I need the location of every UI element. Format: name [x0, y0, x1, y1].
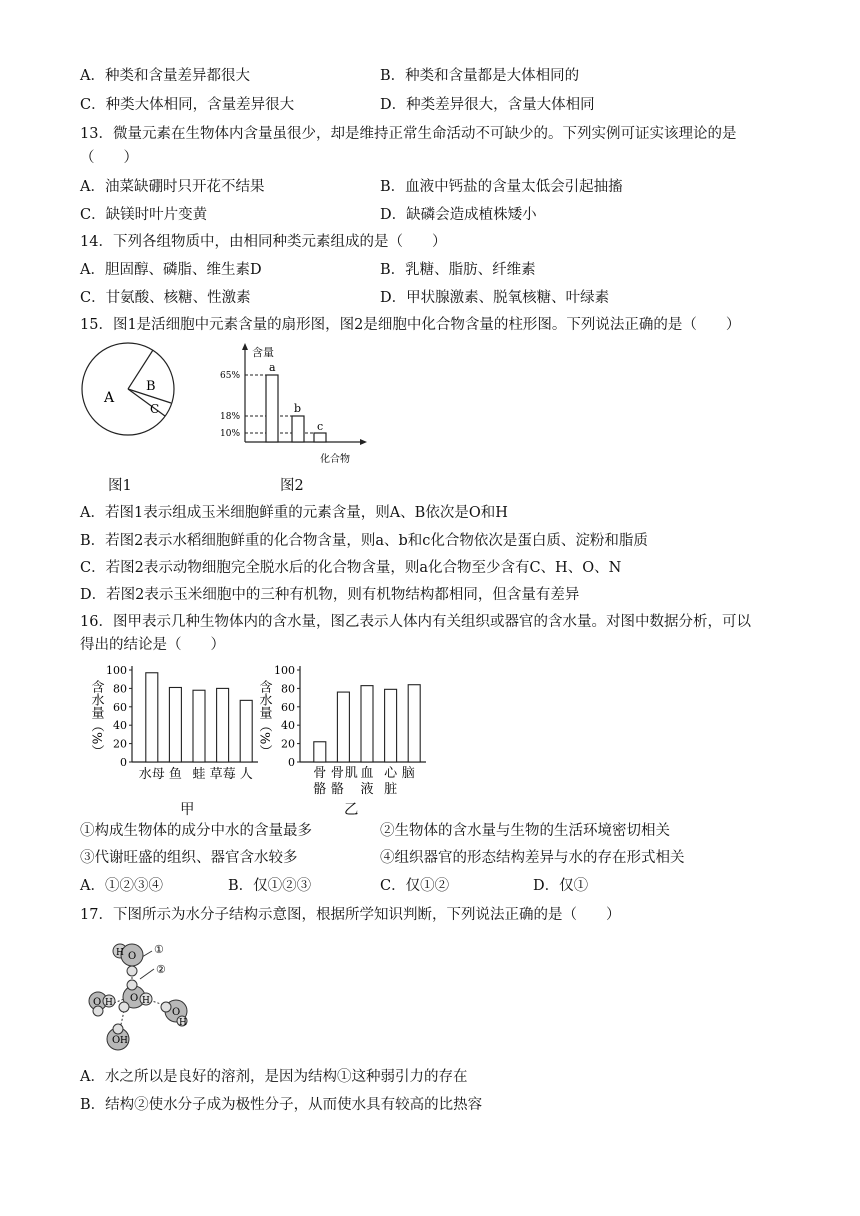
fig2-bar-label-b: b [294, 402, 302, 415]
q13-option-a[interactable]: A．油菜缺硼时只开花不结果 [80, 179, 265, 195]
atom-o: O [93, 997, 102, 1008]
q15-fig2-caption: 图2 [280, 478, 304, 494]
q17-water-molecule-diagram [84, 933, 214, 1055]
bar-4 [408, 685, 420, 762]
q13-option-d[interactable]: D．缺磷会造成植株矮小 [380, 207, 537, 223]
y-tick-label: 60 [281, 700, 295, 714]
q15-fig1-pie [80, 340, 180, 440]
fig2-bar-label-c: c [317, 420, 324, 433]
pie-label-b: B [146, 379, 156, 394]
q12-option-a[interactable]: A．种类和含量差异都很大 [80, 68, 250, 84]
q17-mark-2: ② [156, 963, 166, 976]
bar-0 [146, 673, 158, 762]
fig2-xlabel: 化合物 [320, 454, 350, 465]
q16-statement-4: ④组织器官的形态结构差异与水的存在形式相关 [380, 850, 685, 866]
category-label: 液 [360, 782, 374, 797]
y-tick-label: 40 [281, 719, 295, 733]
y-axis-label: 含水量（%） [256, 680, 272, 758]
q16-option-a[interactable]: A．①②③④ [80, 878, 163, 894]
fig2-bar-a [266, 375, 278, 442]
q16-chart-yi [254, 660, 434, 800]
atom-h: H [120, 1036, 128, 1046]
q15-fig1-caption: 图1 [108, 478, 132, 494]
q14-option-b[interactable]: B．乳糖、脂肪、纤维素 [380, 262, 536, 278]
fig2-bar-label-a: a [269, 361, 276, 374]
q16-option-d[interactable]: D．仅① [533, 878, 589, 894]
q16-statement-2: ②生物体的含水量与生物的生活环境密切相关 [380, 823, 670, 839]
y-tick-label: 60 [113, 700, 127, 714]
atom-o: O [128, 951, 137, 962]
atom-o: O [130, 993, 139, 1004]
q16-stem-line2: 得出的结论是（ ） [80, 637, 225, 653]
q13-stem: 13．微量元素在生物体内含量虽很少，却是维持正常生命活动不可缺少的。下列实例可证实该理论的是 [80, 126, 737, 142]
q15-option-a[interactable]: A．若图1表示组成玉米细胞鲜重的元素含量，则A、B依次是O和H [80, 505, 508, 521]
atom-h: H [142, 996, 150, 1006]
y-tick-label: 0 [120, 756, 127, 769]
q12-option-c[interactable]: C．种类大体相同，含量差异很大 [80, 97, 295, 113]
bar-0 [314, 742, 326, 762]
q14-option-a[interactable]: A．胆固醇、磷脂、维生素D [80, 262, 262, 278]
q16-statement-3: ③代谢旺盛的组织、器官含水较多 [80, 850, 298, 866]
chart-yi-title: 乙 [344, 802, 359, 818]
y-tick-label: 100 [106, 664, 127, 677]
category-label: 水母 [138, 767, 165, 782]
atom-h: H [105, 998, 113, 1008]
q13-answer-bracket: （ ） [80, 150, 138, 166]
q15-fig2-bar-chart [212, 340, 372, 468]
category-label: 肌 [344, 766, 358, 781]
category-label: 骨 [313, 766, 327, 781]
atom-h: H [179, 1018, 187, 1028]
category-label: 鱼 [168, 767, 182, 782]
q15-option-c[interactable]: C．若图2表示动物细胞完全脱水后的化合物含量，则a化合物至少含有C、H、O、N [80, 560, 622, 576]
bar-2 [361, 686, 373, 762]
y-tick-label: 80 [113, 682, 127, 696]
q17-stem: 17．下图所示为水分子结构示意图，根据所学知识判断，下列说法正确的是（ ） [80, 907, 621, 923]
fig2-bar-c [314, 433, 326, 442]
category-label: 骨 [330, 766, 344, 781]
q16-option-b[interactable]: B．仅①②③ [228, 878, 312, 894]
category-label: 人 [239, 767, 253, 782]
pie-label-a: A [104, 390, 115, 406]
fig2-bar-b [292, 416, 304, 442]
y-tick-label: 100 [274, 664, 295, 677]
q13-option-c[interactable]: C．缺镁时叶片变黄 [80, 207, 208, 223]
y-axis-label: 含水量（%） [88, 680, 104, 758]
bar-1 [169, 687, 181, 762]
category-label: 血 [360, 766, 374, 781]
y-tick-label: 0 [288, 756, 295, 769]
category-label: 草莓 [209, 767, 236, 782]
q13-option-b[interactable]: B．血液中钙盐的含量太低会引起抽搐 [380, 179, 623, 195]
category-label: 脑 [401, 766, 415, 781]
y-tick-label: 80 [281, 682, 295, 696]
pie-label-c: C [150, 402, 160, 416]
category-label: 骼 [330, 782, 344, 797]
q16-chart-jia [86, 660, 266, 800]
q12-option-b[interactable]: B．种类和含量都是大体相同的 [380, 68, 580, 84]
y-tick-label: 20 [113, 737, 127, 751]
bar-2 [193, 690, 205, 762]
fig2-ylabel: 含量 [252, 346, 274, 359]
q16-stem-line1: 16．图甲表示几种生物体内的含水量，图乙表示人体内有关组织或器官的含水量。对图中数据分析，可以 [80, 614, 751, 630]
category-label: 心 [384, 766, 398, 781]
q17-mark-1: ① [154, 943, 164, 956]
q16-statement-1: ①构成生物体的成分中水的含量最多 [80, 823, 312, 839]
q14-stem: 14．下列各组物质中，由相同种类元素组成的是（ ） [80, 234, 447, 250]
q17-option-b[interactable]: B．结构②使水分子成为极性分子，从而使水具有较高的比热容 [80, 1097, 483, 1113]
category-label: 脏 [384, 782, 398, 797]
q15-option-b[interactable]: B．若图2表示水稻细胞鲜重的化合物含量，则a、b和c化合物依次是蛋白质、淀粉和脂质 [80, 533, 648, 549]
atom-o: O [112, 1035, 121, 1046]
bar-4 [240, 700, 252, 762]
chart-jia-title: 甲 [180, 802, 195, 818]
q14-option-c[interactable]: C．甘氨酸、核糖、性激素 [80, 290, 251, 306]
fig2-tick-18: 18% [220, 412, 241, 422]
q16-option-c[interactable]: C．仅①② [380, 878, 450, 894]
y-tick-label: 40 [113, 719, 127, 733]
fig2-tick-10: 10% [220, 429, 241, 439]
atom-o: O [172, 1007, 181, 1018]
q14-option-d[interactable]: D．甲状腺激素、脱氧核糖、叶绿素 [380, 290, 610, 306]
bar-1 [337, 692, 349, 762]
bar-3 [217, 688, 229, 762]
q12-option-d[interactable]: D．种类差异很大，含量大体相同 [380, 97, 595, 113]
category-label: 蛙 [192, 767, 206, 782]
atom-h: H [116, 948, 124, 958]
q15-stem: 15．图1是活细胞中元素含量的扇形图，图2是细胞中化合物含量的柱形图。下列说法正确的是（ ） [80, 317, 741, 333]
bar-3 [385, 689, 397, 762]
q15-option-d[interactable]: D．若图2表示玉米细胞中的三种有机物，则有机物结构都相同，但含量有差异 [80, 587, 580, 603]
y-tick-label: 20 [281, 737, 295, 751]
fig2-tick-65: 65% [220, 371, 241, 381]
q17-option-a[interactable]: A．水之所以是良好的溶剂，是因为结构①这种弱引力的存在 [80, 1069, 468, 1085]
category-label: 骼 [313, 782, 327, 797]
